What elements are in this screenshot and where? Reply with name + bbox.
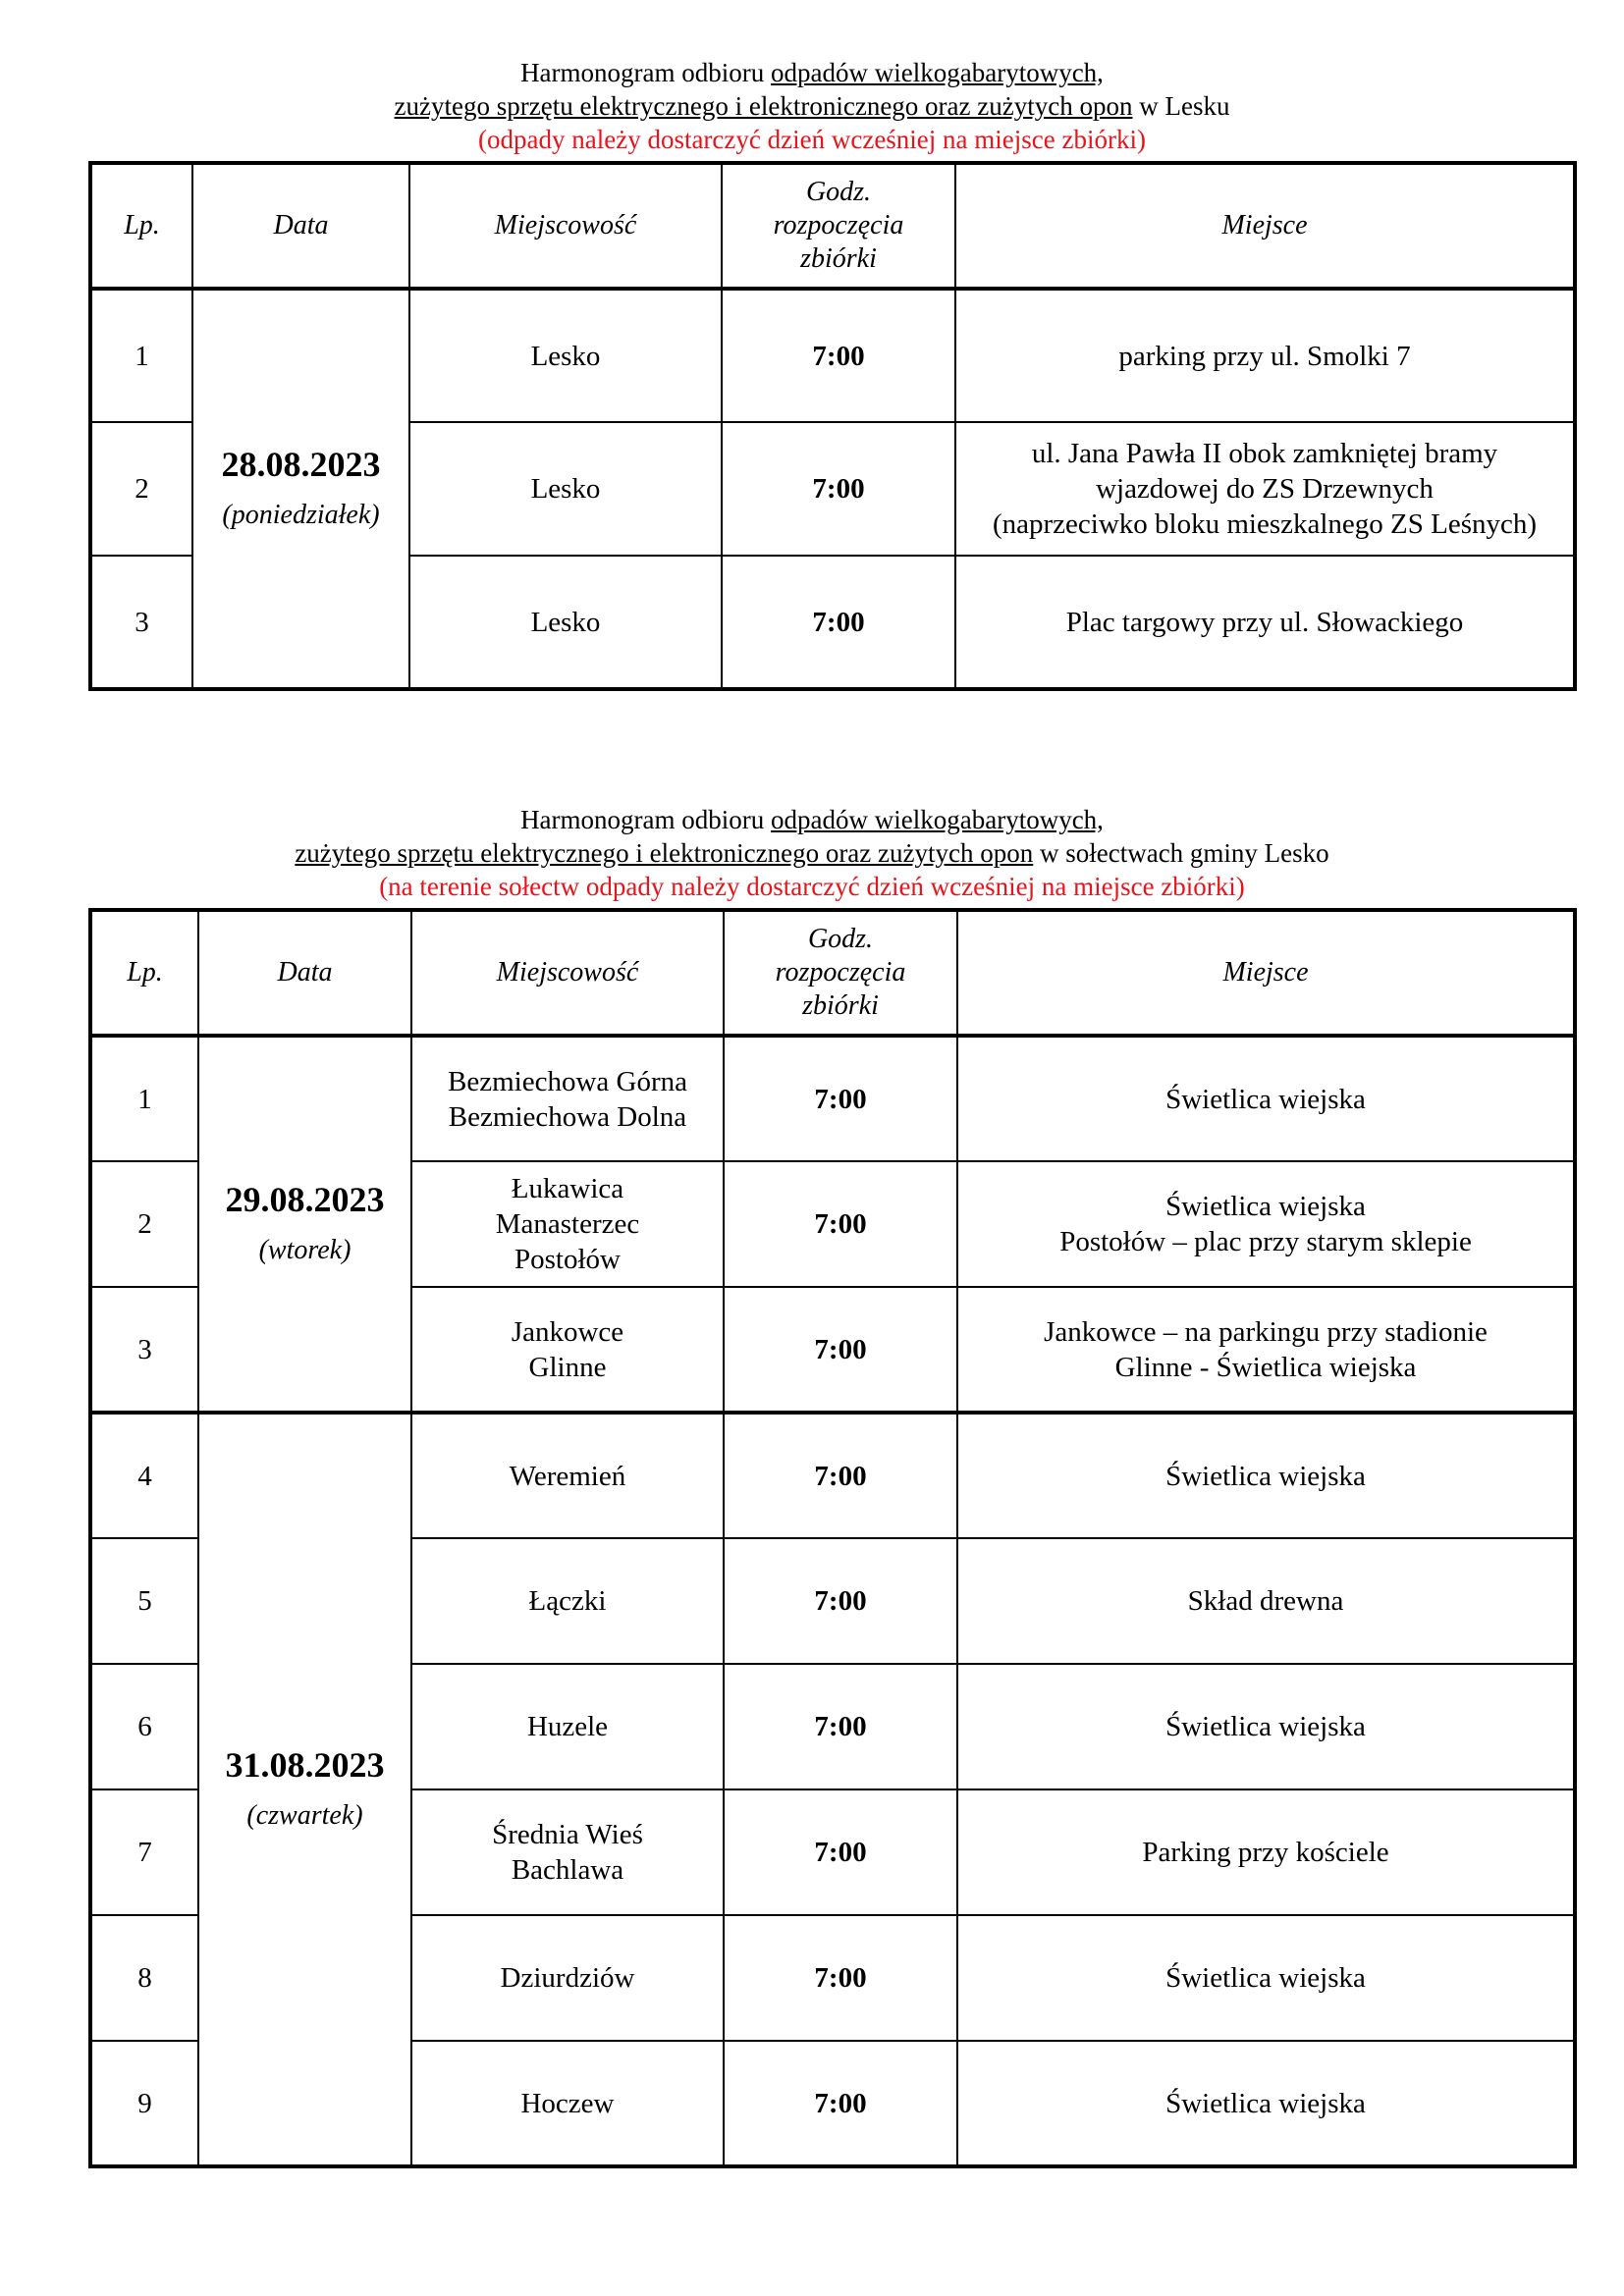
miejsce-line: Glinne - Świetlica wiejska	[1114, 1351, 1417, 1383]
table-header-row	[90, 163, 1575, 289]
miejscowosc-line: Łukawica	[511, 1173, 624, 1204]
heading-underlined-text: odpadów wielkogabarytowych,	[771, 805, 1104, 834]
cell-time: 7:00	[724, 1664, 957, 1789]
cell-miejscowosc	[411, 1789, 724, 1915]
cell-miejscowosc: Dziurdziów	[411, 1915, 724, 2041]
miejsce-line: ul. Jana Pawła II obok zamkniętej bramy	[1031, 438, 1498, 469]
section1-heading-line1	[0, 56, 1624, 89]
cell-miejsce: Plac targowy przy ul. Słowackiego	[955, 556, 1575, 689]
cell-miejsce: Świetlica wiejska	[957, 1664, 1575, 1789]
header-miejsce: Miejsce	[955, 163, 1575, 289]
cell-time: 7:00	[724, 1161, 957, 1287]
section1-heading	[0, 56, 1624, 156]
cell-miejsce: Świetlica wiejska	[957, 1915, 1575, 2041]
cell-time: 7:00	[724, 1413, 957, 1538]
cell-miejscowosc	[411, 1036, 724, 1161]
cell-time: 7:00	[722, 289, 955, 422]
miejsce-line: Postołów – plac przy starym sklepie	[1059, 1226, 1472, 1257]
section2-red-note: (na terenie sołectw odpady należy dostarczyć dzień wcześniej na miejsce zbiórki)	[379, 872, 1245, 901]
date-weekday: (wtorek)	[258, 1235, 352, 1265]
header-godz-line: zbiórki	[802, 990, 879, 1021]
cell-miejsce	[955, 422, 1575, 556]
date-cell	[192, 289, 409, 689]
cell-miejscowosc	[411, 1161, 724, 1287]
table-row	[90, 1413, 1575, 1538]
cell-lp: 1	[90, 1036, 198, 1161]
header-lp: Lp.	[90, 910, 198, 1036]
cell-time: 7:00	[724, 1915, 957, 2041]
header-data: Data	[198, 910, 411, 1036]
cell-lp: 2	[90, 1161, 198, 1287]
header-miejscowosc: Miejscowość	[411, 910, 724, 1036]
miejsce-line: Jankowce – na parkingu przy stadionie	[1044, 1315, 1488, 1348]
cell-time: 7:00	[724, 1789, 957, 1915]
heading-text: Harmonogram odbioru	[520, 58, 772, 87]
section2-heading	[0, 803, 1624, 903]
header-godz-line: Godz.	[805, 177, 872, 207]
miejscowosc-line: Średnia Wieś	[492, 1819, 643, 1850]
header-godz	[724, 910, 957, 1036]
cell-lp: 3	[90, 1287, 198, 1413]
cell-lp: 2	[90, 422, 192, 556]
date-value: 28.08.2023	[221, 445, 381, 484]
cell-lp: 4	[90, 1413, 198, 1538]
header-godz-line: rozpoczęcia	[775, 957, 906, 988]
cell-miejsce: Świetlica wiejska	[957, 1413, 1575, 1538]
cell-time: 7:00	[722, 422, 955, 556]
header-data: Data	[192, 163, 409, 289]
miejscowosc-line: Bezmiechowa Górna	[448, 1065, 687, 1097]
date-cell	[198, 1413, 411, 2166]
date-weekday: (czwartek)	[246, 1800, 363, 1831]
cell-miejscowosc: Huzele	[411, 1664, 724, 1789]
date-value: 29.08.2023	[225, 1180, 385, 1219]
cell-time: 7:00	[724, 1538, 957, 1664]
heading-underlined-text: odpadów wielkogabarytowych,	[771, 58, 1104, 87]
cell-miejsce	[957, 1287, 1575, 1413]
date-cell	[198, 1036, 411, 1413]
header-miejscowosc: Miejscowość	[409, 163, 722, 289]
cell-miejscowosc: Weremień	[411, 1413, 724, 1538]
cell-lp: 8	[90, 1915, 198, 2041]
cell-time: 7:00	[724, 1287, 957, 1413]
cell-time: 7:00	[724, 2041, 957, 2166]
heading-underlined-text: zużytego sprzętu elektrycznego i elektronicznego oraz zużytych opon	[394, 91, 1133, 121]
cell-time: 7:00	[724, 1036, 957, 1161]
cell-lp: 9	[90, 2041, 198, 2166]
cell-miejsce: Parking przy kościele	[957, 1789, 1575, 1915]
cell-lp: 7	[90, 1789, 198, 1915]
header-godz-line: rozpoczęcia	[773, 210, 904, 240]
section2-heading-line1	[0, 803, 1624, 836]
cell-miejsce: Świetlica wiejska	[957, 1036, 1575, 1161]
heading-text: w Lesku	[1132, 91, 1230, 121]
miejscowosc-line: Jankowce	[511, 1315, 624, 1348]
section1-red-note: (odpady należy dostarczyć dzień wcześniej na miejsce zbiórki)	[478, 125, 1146, 154]
miejscowosc-line: Bezmiechowa Dolna	[448, 1100, 687, 1133]
miejsce-line: (naprzeciwko bloku mieszkalnego ZS Leśnych)	[992, 508, 1538, 540]
cell-miejscowosc	[411, 1287, 724, 1413]
cell-miejsce: Skład drewna	[957, 1538, 1575, 1664]
header-godz-line: Godz.	[807, 924, 874, 954]
cell-lp: 6	[90, 1664, 198, 1789]
miejsce-line: Świetlica wiejska	[1165, 1191, 1366, 1222]
miejscowosc-line: Manasterzec	[495, 1208, 640, 1240]
date-weekday: (poniedziałek)	[222, 500, 380, 530]
table-row	[90, 289, 1575, 422]
cell-miejscowosc: Lesko	[409, 422, 722, 556]
date-value: 31.08.2023	[225, 1745, 385, 1785]
cell-lp: 1	[90, 289, 192, 422]
section2-heading-line2	[0, 836, 1624, 870]
cell-miejscowosc: Lesko	[409, 556, 722, 689]
header-godz	[722, 163, 955, 289]
miejscowosc-line: Postołów	[514, 1244, 621, 1275]
heading-text: w sołectwach gminy Lesko	[1033, 838, 1329, 868]
heading-text: Harmonogram odbioru	[520, 805, 772, 834]
table-header-row	[90, 910, 1575, 1036]
miejscowosc-line: Glinne	[528, 1351, 607, 1383]
cell-miejsce: parking przy ul. Smolki 7	[955, 289, 1575, 422]
section2-table	[88, 908, 1577, 2168]
cell-lp: 3	[90, 556, 192, 689]
cell-time: 7:00	[722, 556, 955, 689]
cell-miejscowosc: Lesko	[409, 289, 722, 422]
cell-lp: 5	[90, 1538, 198, 1664]
cell-miejsce	[957, 1161, 1575, 1287]
cell-miejscowosc: Łączki	[411, 1538, 724, 1664]
header-godz-line: zbiórki	[800, 243, 877, 274]
header-lp: Lp.	[90, 163, 192, 289]
miejscowosc-line: Bachlawa	[511, 1854, 624, 1886]
cell-miejscowosc: Hoczew	[411, 2041, 724, 2166]
section1-heading-line2	[0, 89, 1624, 123]
heading-underlined-text: zużytego sprzętu elektrycznego i elektronicznego oraz zużytych opon	[295, 838, 1034, 868]
miejsce-line: wjazdowej do ZS Drzewnych	[1096, 473, 1434, 505]
table-row	[90, 1036, 1575, 1161]
cell-miejsce: Świetlica wiejska	[957, 2041, 1575, 2166]
header-miejsce: Miejsce	[957, 910, 1575, 1036]
section1-table	[88, 161, 1577, 691]
